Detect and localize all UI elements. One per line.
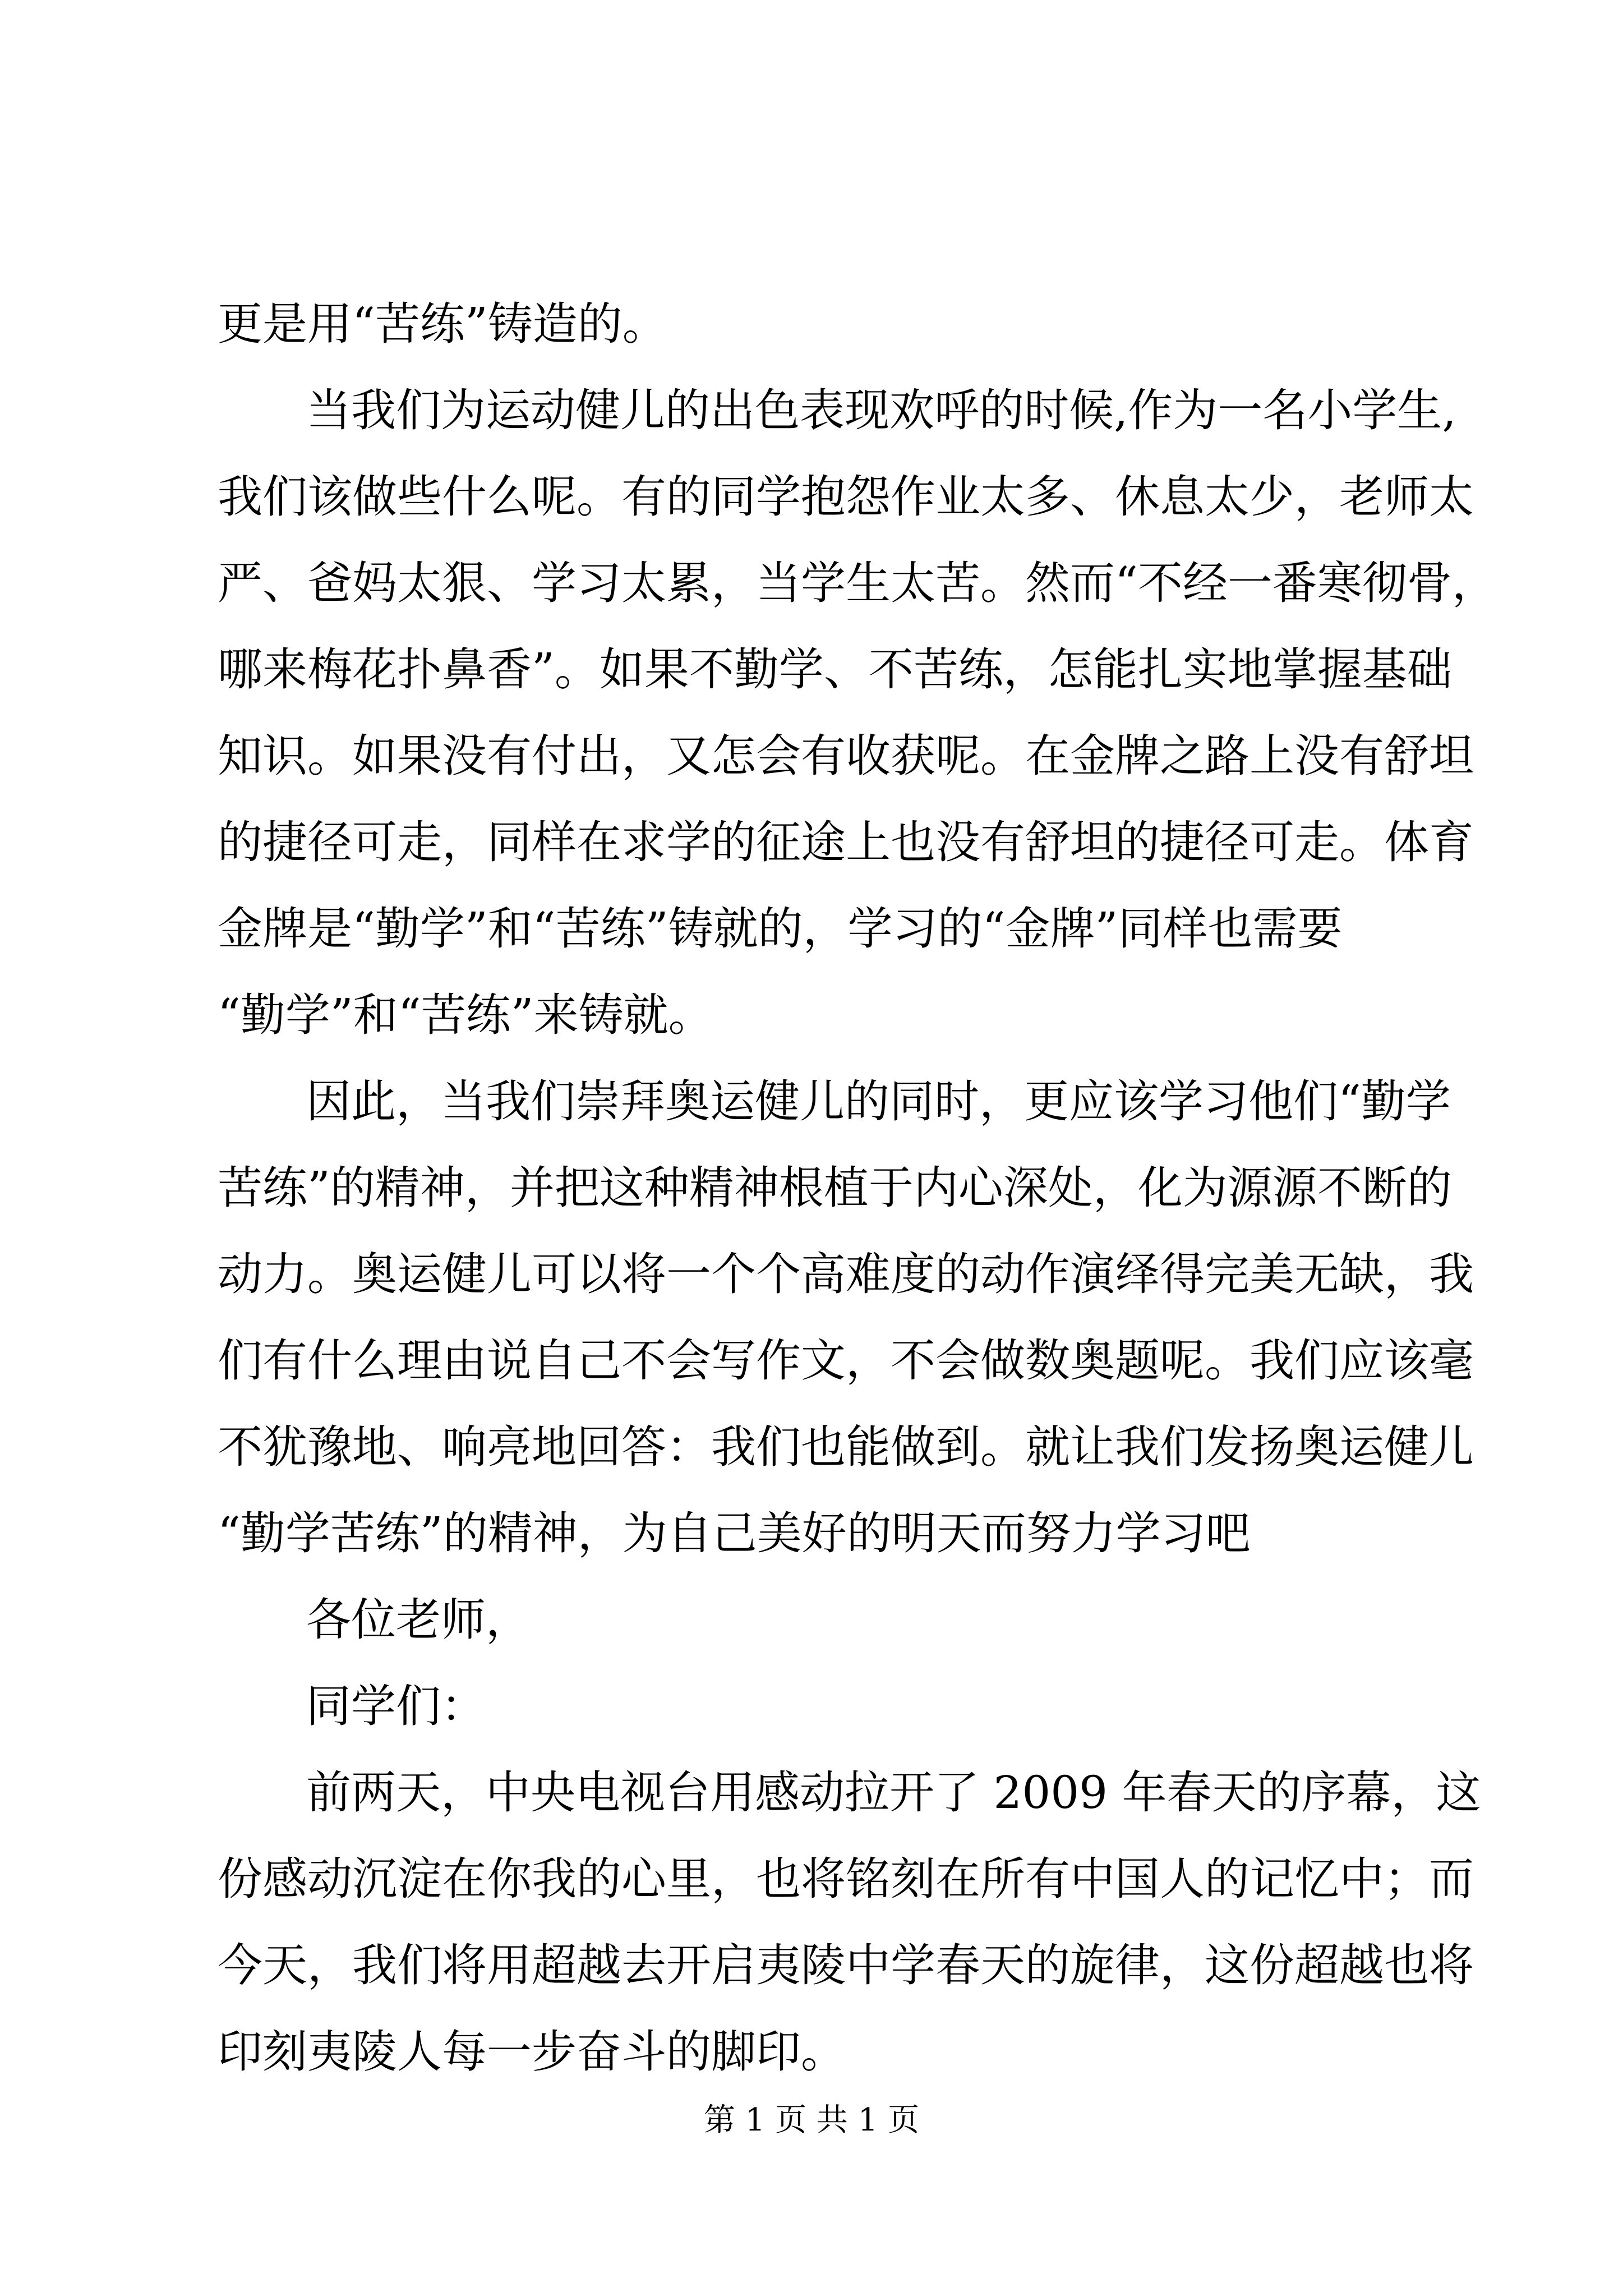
paragraph-start-line: 当我们为运动健儿的出色表现欢呼的时候,作为一名小学生, xyxy=(306,384,1456,436)
paragraph-start-line: 前两天，中央电视台用感动拉开了 2009 年春天的序幕，这 xyxy=(306,1766,1481,1819)
text-line: 不犹豫地、响亮地回答：我们也能做到。就让我们发扬奥运健儿 xyxy=(218,1421,1474,1473)
text-line: 更是用“苦练”铸造的。 xyxy=(218,298,667,350)
text-line: 的捷径可走，同样在求学的征途上也没有舒坦的捷径可走。体育 xyxy=(218,816,1474,868)
text-line: 哪来梅花扑鼻香”。如果不勤学、不苦练，怎能扎实地掌握基础 xyxy=(218,643,1452,696)
text-line: 动力。奥运健儿可以将一个个高难度的动作演绎得完美无缺，我 xyxy=(218,1248,1474,1300)
salutation-line: 同学们： xyxy=(306,1680,486,1732)
text-line: 金牌是“勤学”和“苦练”铸就的，学习的“金牌”同样也需要 xyxy=(218,903,1343,955)
paragraph-start-line: 因此，当我们崇拜奥运健儿的同时，更应该学习他们“勤学 xyxy=(306,1075,1451,1128)
text-line: 们有什么理由说自己不会写作文，不会做数奥题呢。我们应该毫 xyxy=(218,1335,1474,1387)
text-line: “勤学苦练”的精神，为自己美好的明天而努力学习吧 xyxy=(218,1507,1251,1559)
page-footer: 第 1 页 共 1 页 xyxy=(703,2102,920,2138)
text-line: 我们该做些什么呢。有的同学抱怨作业太多、休息太少，老师太 xyxy=(218,471,1474,523)
text-line: 今天，我们将用超越去开启夷陵中学春天的旋律，这份超越也将 xyxy=(218,1939,1474,1991)
text-line: “勤学”和“苦练”来铸就。 xyxy=(218,989,713,1041)
text-line: 知识。如果没有付出，又怎会有收获呢。在金牌之路上没有舒坦 xyxy=(218,730,1474,782)
text-line: 苦练”的精神，并把这种精神根植于内心深处，化为源源不断的 xyxy=(218,1162,1452,1214)
document-body xyxy=(218,296,1497,2110)
salutation-line: 各位老师， xyxy=(306,1594,531,1646)
text-line: 严、爸妈太狠、学习太累，当学生太苦。然而“不经一番寒彻骨， xyxy=(218,557,1497,609)
text-line: 印刻夷陵人每一步奋斗的脚印。 xyxy=(218,2026,846,2078)
text-line: 份感动沉淀在你我的心里，也将铭刻在所有中国人的记忆中；而 xyxy=(218,1853,1474,1905)
